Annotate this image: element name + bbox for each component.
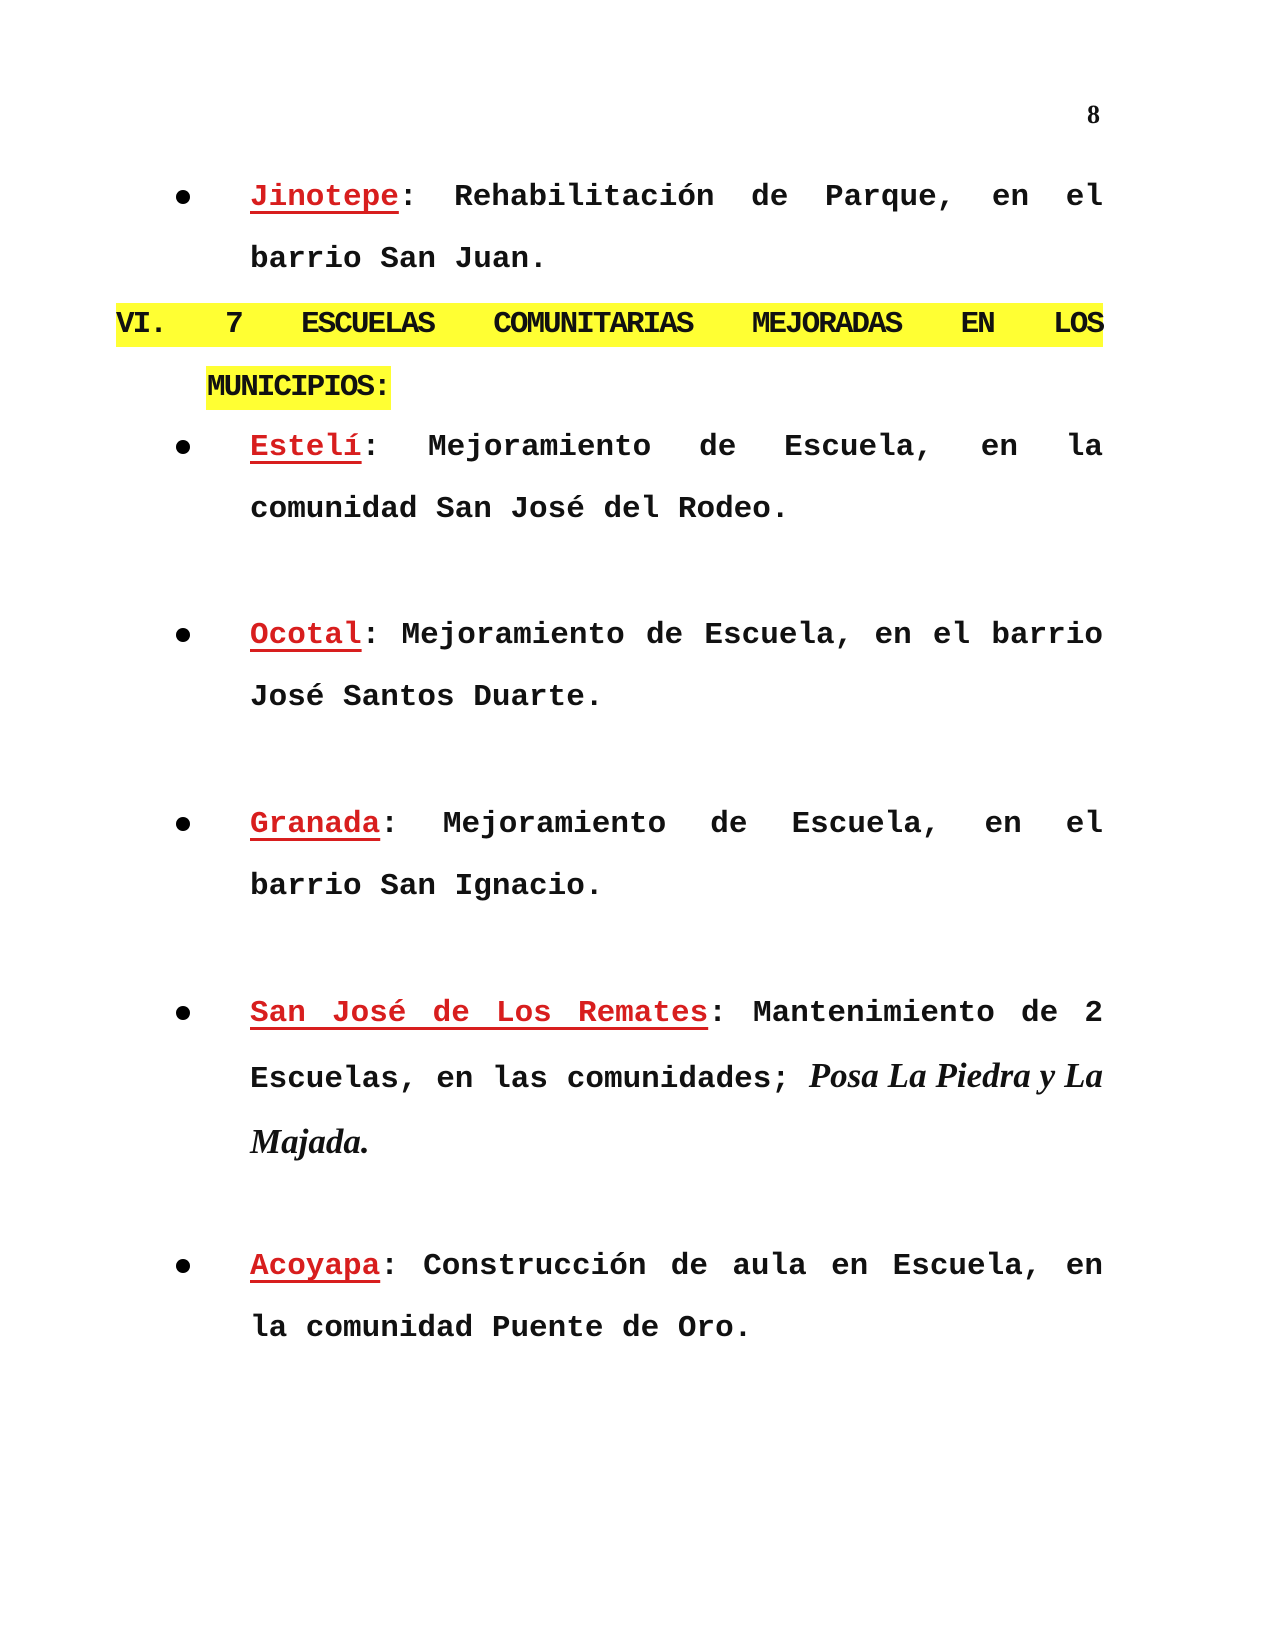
item-text: : Mejoramiento de Escuela, en el barrio San Ignacio. xyxy=(250,807,1103,904)
bullet-icon xyxy=(176,190,198,212)
heading-word: MEJORADAS xyxy=(751,307,902,342)
place-name: San José de Los Remates xyxy=(250,996,709,1031)
section-heading xyxy=(116,303,1103,347)
list-item-granada xyxy=(250,794,1103,918)
place-name: Granada xyxy=(250,807,381,842)
bullet-icon xyxy=(176,1259,198,1281)
list-item-jinotepe xyxy=(250,167,1103,291)
bullet-icon xyxy=(176,1006,198,1028)
community-names: Posa La Piedra y La Majada. xyxy=(250,1056,1103,1161)
page-number: 8 xyxy=(1087,100,1100,129)
heading-word: LOS xyxy=(1053,307,1103,342)
place-name: Ocotal xyxy=(250,618,362,653)
heading-word: ESCUELAS xyxy=(301,307,434,342)
place-name: Estelí xyxy=(250,430,362,465)
heading-word: EN xyxy=(960,307,994,342)
list-item-acoyapa xyxy=(250,1236,1103,1360)
bullet-icon xyxy=(176,440,198,462)
place-name: Jinotepe xyxy=(250,180,399,215)
place-name: Acoyapa xyxy=(250,1249,381,1284)
bullet-icon xyxy=(176,628,198,650)
heading-word: COMUNITARIAS xyxy=(493,307,693,342)
item-text: : Mantenimiento de 2 Escuelas, en las comunidades; xyxy=(250,996,1104,1097)
item-text: : Construcción de aula en Escuela, en la comunidad Puente de Oro. xyxy=(250,1249,1103,1346)
section-heading-continuation: MUNICIPIOS: xyxy=(206,366,391,410)
list-item-san-jose-de-los-remates xyxy=(250,983,1103,1177)
heading-word: 7 xyxy=(225,307,242,342)
list-item-ocotal xyxy=(250,605,1103,729)
item-text: : Mejoramiento de Escuela, en la comunidad San José del Rodeo. xyxy=(250,430,1103,527)
list-item-esteli xyxy=(250,417,1103,541)
item-text: : Rehabilitación de Parque, en el barrio San Juan. xyxy=(250,180,1103,277)
bullet-icon xyxy=(176,817,198,839)
item-text: : Mejoramiento de Escuela, en el barrio José Santos Duarte. xyxy=(250,618,1103,715)
heading-word: VI. xyxy=(116,307,166,342)
